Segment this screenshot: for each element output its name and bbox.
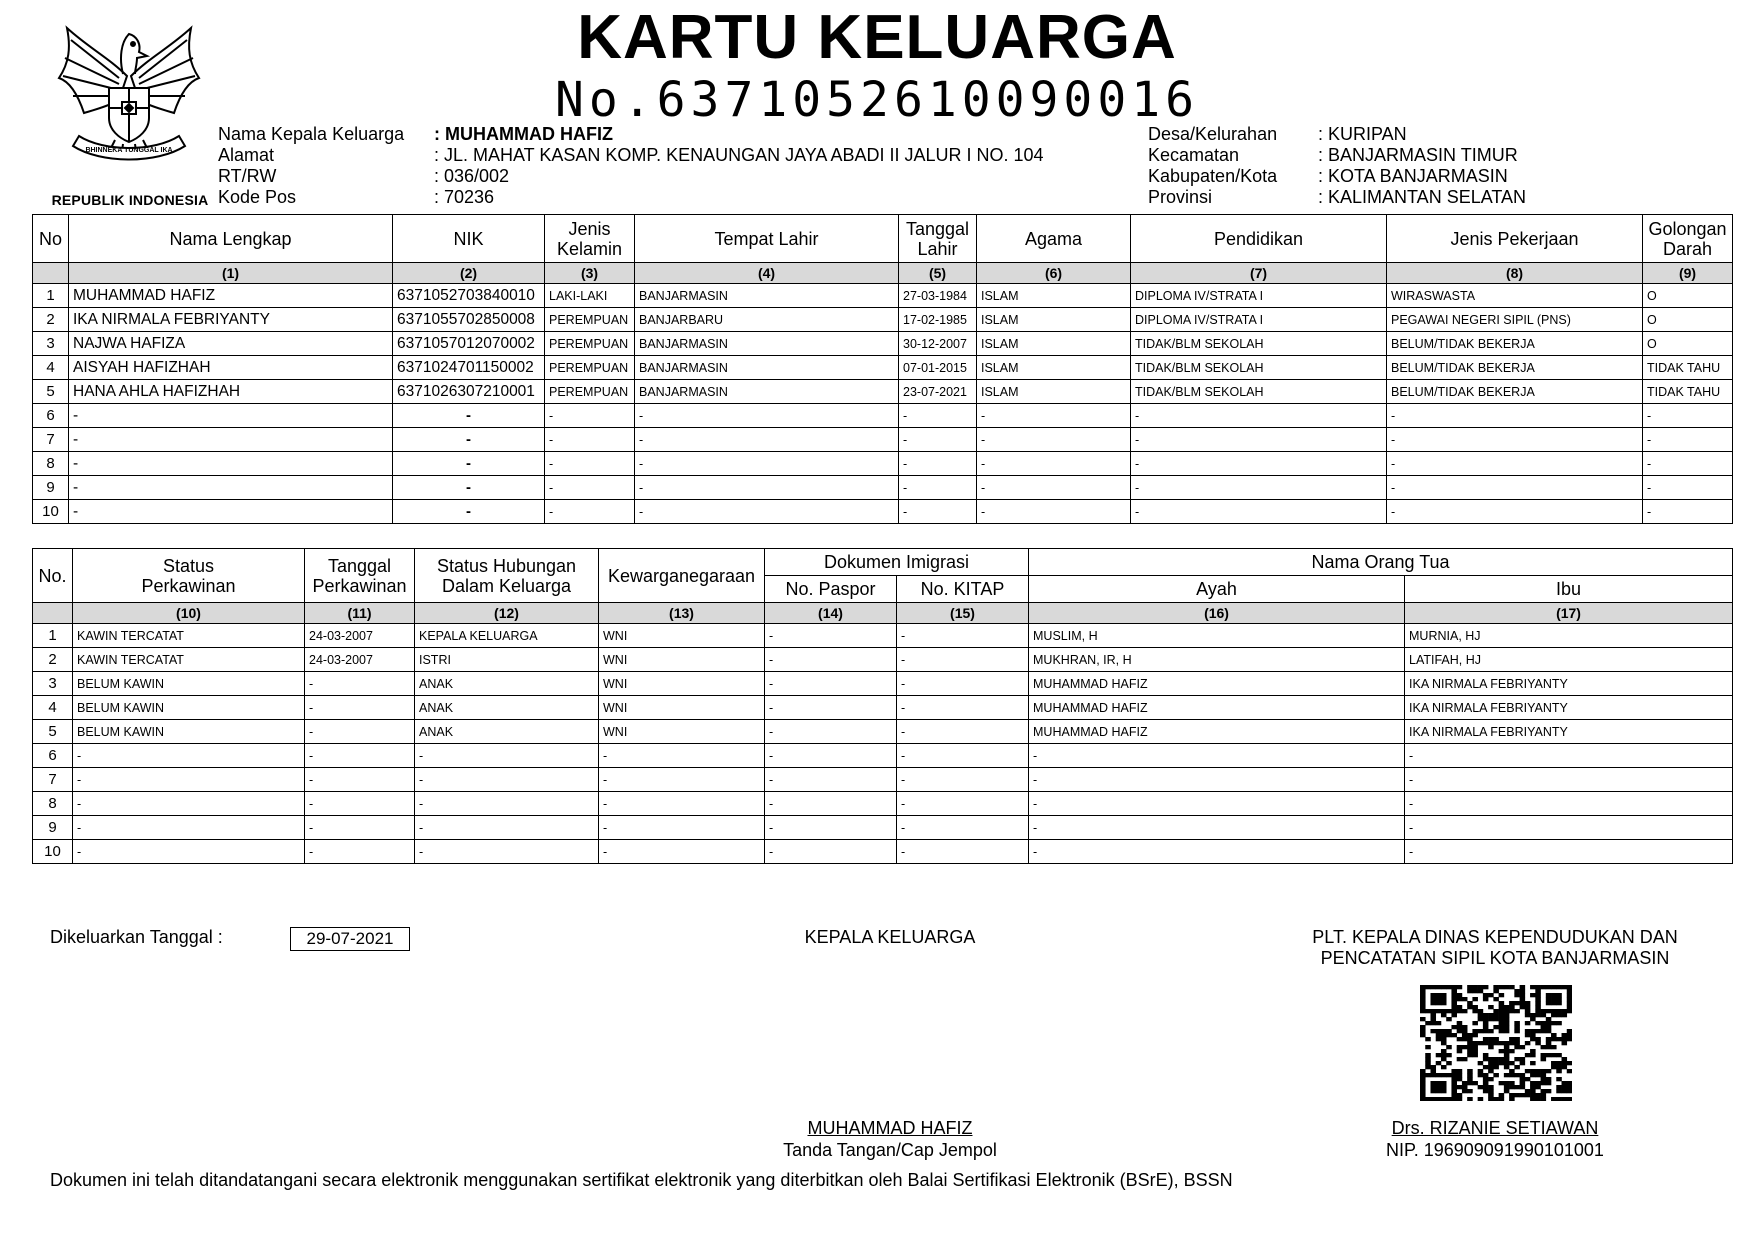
table-cell: IKA NIRMALA FEBRIYANTY	[69, 308, 393, 332]
table-cell: -	[1643, 452, 1733, 476]
table-cell: -	[897, 624, 1029, 648]
table-cell: -	[305, 792, 415, 816]
header-label: Kecamatan	[1148, 145, 1240, 165]
table-row	[33, 356, 1733, 380]
table-cell: -	[1405, 840, 1733, 864]
header-value: : KALIMANTAN SELATAN	[1318, 187, 1527, 207]
table-row	[33, 284, 1733, 308]
table-cell: -	[977, 500, 1131, 524]
table-row	[33, 452, 1733, 476]
table-cell: -	[69, 452, 393, 476]
table-row	[33, 428, 1733, 452]
column-number: (13)	[599, 603, 765, 624]
table-cell: PEGAWAI NEGERI SIPIL (PNS)	[1387, 308, 1643, 332]
column-header: Golongan Darah	[1643, 215, 1733, 263]
table-cell: 6371052703840010	[393, 284, 545, 308]
table-row	[33, 744, 1733, 768]
column-number: (6)	[977, 263, 1131, 284]
table-cell: 23-07-2021	[899, 380, 977, 404]
table-cell: -	[635, 404, 899, 428]
table-cell: 24-03-2007	[305, 624, 415, 648]
table-cell: 6371057012070002	[393, 332, 545, 356]
table-cell: -	[73, 792, 305, 816]
table-cell: -	[599, 840, 765, 864]
table-cell: 9	[33, 816, 73, 840]
table-cell: -	[1131, 500, 1387, 524]
table-cell: PEREMPUAN	[545, 308, 635, 332]
table-cell: TIDAK/BLM SEKOLAH	[1131, 332, 1387, 356]
column-header: NIK	[393, 215, 545, 263]
table-cell: 5	[33, 720, 73, 744]
table-cell: -	[1643, 404, 1733, 428]
head-of-family-title: KEPALA KELUARGA	[804, 927, 976, 947]
table-row	[33, 380, 1733, 404]
header-label: Desa/Kelurahan	[1148, 124, 1278, 144]
issued-label: Dikeluarkan Tanggal :	[50, 927, 223, 947]
table-cell: -	[69, 500, 393, 524]
table-cell: DIPLOMA IV/STRATA I	[1131, 308, 1387, 332]
table-row	[33, 696, 1733, 720]
header-value: : KOTA BANJARMASIN	[1318, 166, 1508, 186]
table-cell: ANAK	[415, 672, 599, 696]
table-cell: BANJARMASIN	[635, 332, 899, 356]
table-cell: BELUM KAWIN	[73, 720, 305, 744]
table-cell: 6	[33, 404, 69, 428]
table-cell: -	[897, 840, 1029, 864]
table-cell: MURNIA, HJ	[1405, 624, 1733, 648]
table-cell: 6	[33, 744, 73, 768]
table-cell: ISTRI	[415, 648, 599, 672]
table-cell: -	[69, 476, 393, 500]
table-row	[33, 624, 1733, 648]
table-cell: 27-03-1984	[899, 284, 977, 308]
column-number	[33, 263, 69, 284]
column-number: (7)	[1131, 263, 1387, 284]
column-number: (4)	[635, 263, 899, 284]
table-cell: -	[305, 672, 415, 696]
column-number	[33, 603, 73, 624]
table-row	[33, 672, 1733, 696]
column-header: No. Paspor	[765, 576, 897, 603]
table-cell: -	[977, 428, 1131, 452]
table-cell: -	[393, 500, 545, 524]
column-number-row	[33, 263, 1733, 284]
table-cell: 7	[33, 428, 69, 452]
header-label: Alamat	[218, 145, 275, 165]
table-cell: MUHAMMAD HAFIZ	[69, 284, 393, 308]
table-cell: -	[897, 672, 1029, 696]
table-cell: 10	[33, 500, 69, 524]
table-cell: O	[1643, 332, 1733, 356]
table-cell: BANJARMASIN	[635, 380, 899, 404]
table-cell: -	[305, 816, 415, 840]
table-cell: BELUM KAWIN	[73, 696, 305, 720]
table-cell: TIDAK TAHU	[1643, 380, 1733, 404]
table-cell: MUHAMMAD HAFIZ	[1029, 696, 1405, 720]
header-value: : JL. MAHAT KASAN KOMP. KENAUNGAN JAYA ABADI II JALUR I NO. 104	[434, 145, 1044, 165]
table-cell: -	[765, 768, 897, 792]
header-value: : 70236	[434, 187, 495, 207]
table-cell: -	[305, 744, 415, 768]
table-cell: -	[545, 500, 635, 524]
table-cell: -	[393, 428, 545, 452]
table-cell: -	[1405, 744, 1733, 768]
table-cell: BANJARMASIN	[635, 356, 899, 380]
header-label: Provinsi	[1148, 187, 1213, 207]
table-cell: BANJARMASIN	[635, 284, 899, 308]
table-cell: -	[305, 720, 415, 744]
table-cell: -	[1131, 404, 1387, 428]
table-cell: 24-03-2007	[305, 648, 415, 672]
table-cell: ISLAM	[977, 380, 1131, 404]
table-row	[33, 816, 1733, 840]
table-cell: -	[69, 404, 393, 428]
table-cell: IKA NIRMALA FEBRIYANTY	[1405, 672, 1733, 696]
table-cell: -	[899, 476, 977, 500]
table-cell: -	[599, 816, 765, 840]
official-name: Drs. RIZANIE SETIAWAN	[1391, 1118, 1599, 1138]
table-cell: -	[635, 452, 899, 476]
table-cell: -	[1029, 816, 1405, 840]
table-cell: -	[899, 500, 977, 524]
table-cell: -	[599, 744, 765, 768]
table-cell: 5	[33, 380, 69, 404]
table-cell: -	[897, 648, 1029, 672]
table-row	[33, 720, 1733, 744]
table-cell: -	[635, 476, 899, 500]
document-number: No.6371052610090016	[554, 72, 1200, 128]
table-cell: -	[765, 720, 897, 744]
table-cell: WNI	[599, 624, 765, 648]
table-row	[33, 792, 1733, 816]
table-row	[33, 768, 1733, 792]
table-cell: -	[765, 840, 897, 864]
table-cell: -	[545, 404, 635, 428]
table-cell: -	[73, 816, 305, 840]
svg-text:BHINNEKA TUNGGAL IKA: BHINNEKA TUNGGAL IKA	[85, 147, 173, 154]
table-cell: -	[305, 840, 415, 864]
column-header: No. KITAP	[897, 576, 1029, 603]
table-cell: -	[765, 792, 897, 816]
table-cell: PEREMPUAN	[545, 380, 635, 404]
header-label: RT/RW	[218, 166, 277, 186]
column-number: (12)	[415, 603, 599, 624]
official-nip: NIP. 196909091990101001	[1386, 1140, 1604, 1160]
column-header: Nama Lengkap	[69, 215, 393, 263]
table-cell: 2	[33, 308, 69, 332]
table-cell: -	[1387, 476, 1643, 500]
header-value: : MUHAMMAD HAFIZ	[434, 124, 613, 144]
table-cell: -	[1029, 744, 1405, 768]
table-cell: AISYAH HAFIZHAH	[69, 356, 393, 380]
table-cell: -	[765, 672, 897, 696]
table-header-row	[33, 549, 1733, 576]
table-cell: -	[393, 404, 545, 428]
table-cell: -	[73, 768, 305, 792]
header-label: Kabupaten/Kota	[1148, 166, 1278, 186]
table-cell: HANA AHLA HAFIZHAH	[69, 380, 393, 404]
table-cell: -	[393, 476, 545, 500]
table-header-row	[33, 215, 1733, 263]
table-cell: -	[73, 744, 305, 768]
table-cell: IKA NIRMALA FEBRIYANTY	[1405, 720, 1733, 744]
table-cell: BELUM/TIDAK BEKERJA	[1387, 380, 1643, 404]
table-cell: KAWIN TERCATAT	[73, 648, 305, 672]
table-cell: WNI	[599, 648, 765, 672]
column-header: No.	[33, 549, 73, 603]
table-cell: 10	[33, 840, 73, 864]
table-cell: -	[415, 792, 599, 816]
table-cell: 6371055702850008	[393, 308, 545, 332]
electronic-signature-note: Dokumen ini telah ditandatangani secara elektronik menggunakan sertifikat elektronik yang diterbitkan oleh Balai Sertifikasi Elektronik (BSrE), BSSN	[50, 1170, 1233, 1190]
table-cell: KAWIN TERCATAT	[73, 624, 305, 648]
table-cell: MUSLIM, H	[1029, 624, 1405, 648]
table-cell: 4	[33, 696, 73, 720]
table-row	[33, 308, 1733, 332]
column-number: (1)	[69, 263, 393, 284]
table-cell: KEPALA KELUARGA	[415, 624, 599, 648]
column-header: Nama Orang Tua	[1029, 549, 1733, 576]
table-cell: MUHAMMAD HAFIZ	[1029, 720, 1405, 744]
column-number: (10)	[73, 603, 305, 624]
family-members-table	[32, 214, 1733, 524]
table-cell: 8	[33, 452, 69, 476]
table-cell: -	[765, 744, 897, 768]
table-cell: LAKI-LAKI	[545, 284, 635, 308]
table-cell: -	[977, 452, 1131, 476]
table-cell: -	[897, 744, 1029, 768]
table-cell: -	[635, 500, 899, 524]
table-cell: ANAK	[415, 720, 599, 744]
table-cell: -	[977, 404, 1131, 428]
header-text: Status Hubungan Dalam Keluarga	[436, 555, 577, 596]
header-label: Kode Pos	[218, 187, 297, 207]
table-cell: -	[415, 768, 599, 792]
table-cell: WNI	[599, 720, 765, 744]
table-cell: -	[897, 720, 1029, 744]
table-cell: -	[1387, 500, 1643, 524]
column-number: (3)	[545, 263, 635, 284]
table-cell: -	[765, 624, 897, 648]
header-value: : BANJARMASIN TIMUR	[1318, 145, 1518, 165]
header-text: Tanggal Perkawinan	[312, 555, 407, 596]
table-cell: -	[599, 792, 765, 816]
table-cell: 17-02-1985	[899, 308, 977, 332]
table-cell: -	[765, 816, 897, 840]
table-cell: 6371024701150002	[393, 356, 545, 380]
column-number: (15)	[897, 603, 1029, 624]
table-cell: O	[1643, 284, 1733, 308]
table-row	[33, 500, 1733, 524]
qr-code-icon	[1420, 985, 1572, 1101]
table-cell: 6371026307210001	[393, 380, 545, 404]
column-header: Kewarganegaraan	[599, 549, 765, 603]
table-cell: ISLAM	[977, 356, 1131, 380]
table-cell: -	[415, 840, 599, 864]
table-cell: -	[69, 428, 393, 452]
table-cell: 2	[33, 648, 73, 672]
table-cell: PEREMPUAN	[545, 332, 635, 356]
table-cell: -	[305, 696, 415, 720]
table-cell: PEREMPUAN	[545, 356, 635, 380]
table-cell: -	[897, 792, 1029, 816]
table-cell: -	[1131, 452, 1387, 476]
table-cell: -	[1643, 500, 1733, 524]
table-cell: TIDAK TAHU	[1643, 356, 1733, 380]
table-cell: 7	[33, 768, 73, 792]
table-cell: O	[1643, 308, 1733, 332]
table-cell: -	[545, 452, 635, 476]
table-cell: -	[545, 428, 635, 452]
table-cell: -	[1131, 476, 1387, 500]
table-cell: ISLAM	[977, 308, 1131, 332]
table-cell: TIDAK/BLM SEKOLAH	[1131, 380, 1387, 404]
table-cell: WNI	[599, 696, 765, 720]
table-cell: -	[899, 404, 977, 428]
header-value: : 036/002	[434, 166, 510, 186]
column-header: Tempat Lahir	[635, 215, 899, 263]
table-cell: -	[899, 428, 977, 452]
table-cell: -	[897, 816, 1029, 840]
column-number: (17)	[1405, 603, 1733, 624]
table-cell: IKA NIRMALA FEBRIYANTY	[1405, 696, 1733, 720]
table-cell: 1	[33, 624, 73, 648]
column-number: (16)	[1029, 603, 1405, 624]
table-cell: -	[765, 696, 897, 720]
column-header: Dokumen Imigrasi	[765, 549, 1029, 576]
column-number: (11)	[305, 603, 415, 624]
family-status-table	[32, 548, 1733, 864]
table-cell: -	[765, 648, 897, 672]
signature-caption: Tanda Tangan/Cap Jempol	[783, 1140, 997, 1160]
column-number: (8)	[1387, 263, 1643, 284]
head-of-family-name: MUHAMMAD HAFIZ	[807, 1118, 973, 1138]
table-cell: ISLAM	[977, 284, 1131, 308]
table-cell: -	[897, 696, 1029, 720]
table-cell: 3	[33, 332, 69, 356]
table-row	[33, 476, 1733, 500]
column-header	[73, 549, 305, 603]
table-cell: -	[415, 816, 599, 840]
column-header: Pendidikan	[1131, 215, 1387, 263]
header-label: Nama Kepala Keluarga	[218, 124, 405, 144]
column-header: Jenis Pekerjaan	[1387, 215, 1643, 263]
table-cell: 1	[33, 284, 69, 308]
table-cell: -	[1643, 476, 1733, 500]
header-text: Status Perkawinan	[141, 555, 236, 596]
header-value: : KURIPAN	[1318, 124, 1407, 144]
table-cell: -	[73, 840, 305, 864]
table-cell: 30-12-2007	[899, 332, 977, 356]
emblem-label: REPUBLIK INDONESIA	[51, 192, 209, 208]
table-row	[33, 840, 1733, 864]
table-cell: WIRASWASTA	[1387, 284, 1643, 308]
table-cell: MUKHRAN, IR, H	[1029, 648, 1405, 672]
column-number: (5)	[899, 263, 977, 284]
table-cell: -	[899, 452, 977, 476]
table-cell: 07-01-2015	[899, 356, 977, 380]
table-cell: 3	[33, 672, 73, 696]
table-cell: -	[305, 768, 415, 792]
table-cell: -	[415, 744, 599, 768]
table-row	[33, 332, 1733, 356]
table-cell: 9	[33, 476, 69, 500]
column-header: No	[33, 215, 69, 263]
column-number-row	[33, 603, 1733, 624]
table-cell: DIPLOMA IV/STRATA I	[1131, 284, 1387, 308]
table-cell: BELUM KAWIN	[73, 672, 305, 696]
table-cell: -	[1131, 428, 1387, 452]
table-cell: -	[545, 476, 635, 500]
table-cell: -	[599, 768, 765, 792]
column-header	[305, 549, 415, 603]
table-cell: NAJWA HAFIZA	[69, 332, 393, 356]
table-cell: MUHAMMAD HAFIZ	[1029, 672, 1405, 696]
table-cell: BANJARBARU	[635, 308, 899, 332]
table-cell: ISLAM	[977, 332, 1131, 356]
column-number: (9)	[1643, 263, 1733, 284]
issued-date: 29-07-2021	[290, 927, 410, 951]
official-title-line2: PENCATATAN SIPIL KOTA BANJARMASIN	[1320, 948, 1670, 968]
table-cell: -	[1643, 428, 1733, 452]
column-number: (14)	[765, 603, 897, 624]
column-header: Jenis Kelamin	[545, 215, 635, 263]
column-header: Ayah	[1029, 576, 1405, 603]
table-cell: -	[977, 476, 1131, 500]
table-row	[33, 404, 1733, 428]
table-cell: -	[393, 452, 545, 476]
table-cell: -	[1405, 792, 1733, 816]
table-cell: ANAK	[415, 696, 599, 720]
table-cell: -	[1029, 840, 1405, 864]
column-header: Tanggal Lahir	[899, 215, 977, 263]
table-cell: -	[1387, 428, 1643, 452]
table-cell: -	[635, 428, 899, 452]
column-header: Ibu	[1405, 576, 1733, 603]
table-cell: LATIFAH, HJ	[1405, 648, 1733, 672]
table-cell: -	[1029, 768, 1405, 792]
table-cell: -	[1405, 816, 1733, 840]
table-cell: -	[1029, 792, 1405, 816]
column-header	[415, 549, 599, 603]
column-number: (2)	[393, 263, 545, 284]
table-cell: WNI	[599, 672, 765, 696]
table-row	[33, 648, 1733, 672]
table-cell: BELUM/TIDAK BEKERJA	[1387, 356, 1643, 380]
table-cell: -	[1387, 452, 1643, 476]
table-cell: 4	[33, 356, 69, 380]
table-cell: BELUM/TIDAK BEKERJA	[1387, 332, 1643, 356]
table-cell: -	[897, 768, 1029, 792]
table-cell: -	[1405, 768, 1733, 792]
document-title: KARTU KELUARGA	[577, 3, 1177, 72]
table-cell: 8	[33, 792, 73, 816]
table-cell: TIDAK/BLM SEKOLAH	[1131, 356, 1387, 380]
column-header: Agama	[977, 215, 1131, 263]
official-title-line1: PLT. KEPALA DINAS KEPENDUDUKAN DAN	[1312, 927, 1678, 947]
table-cell: -	[1387, 404, 1643, 428]
